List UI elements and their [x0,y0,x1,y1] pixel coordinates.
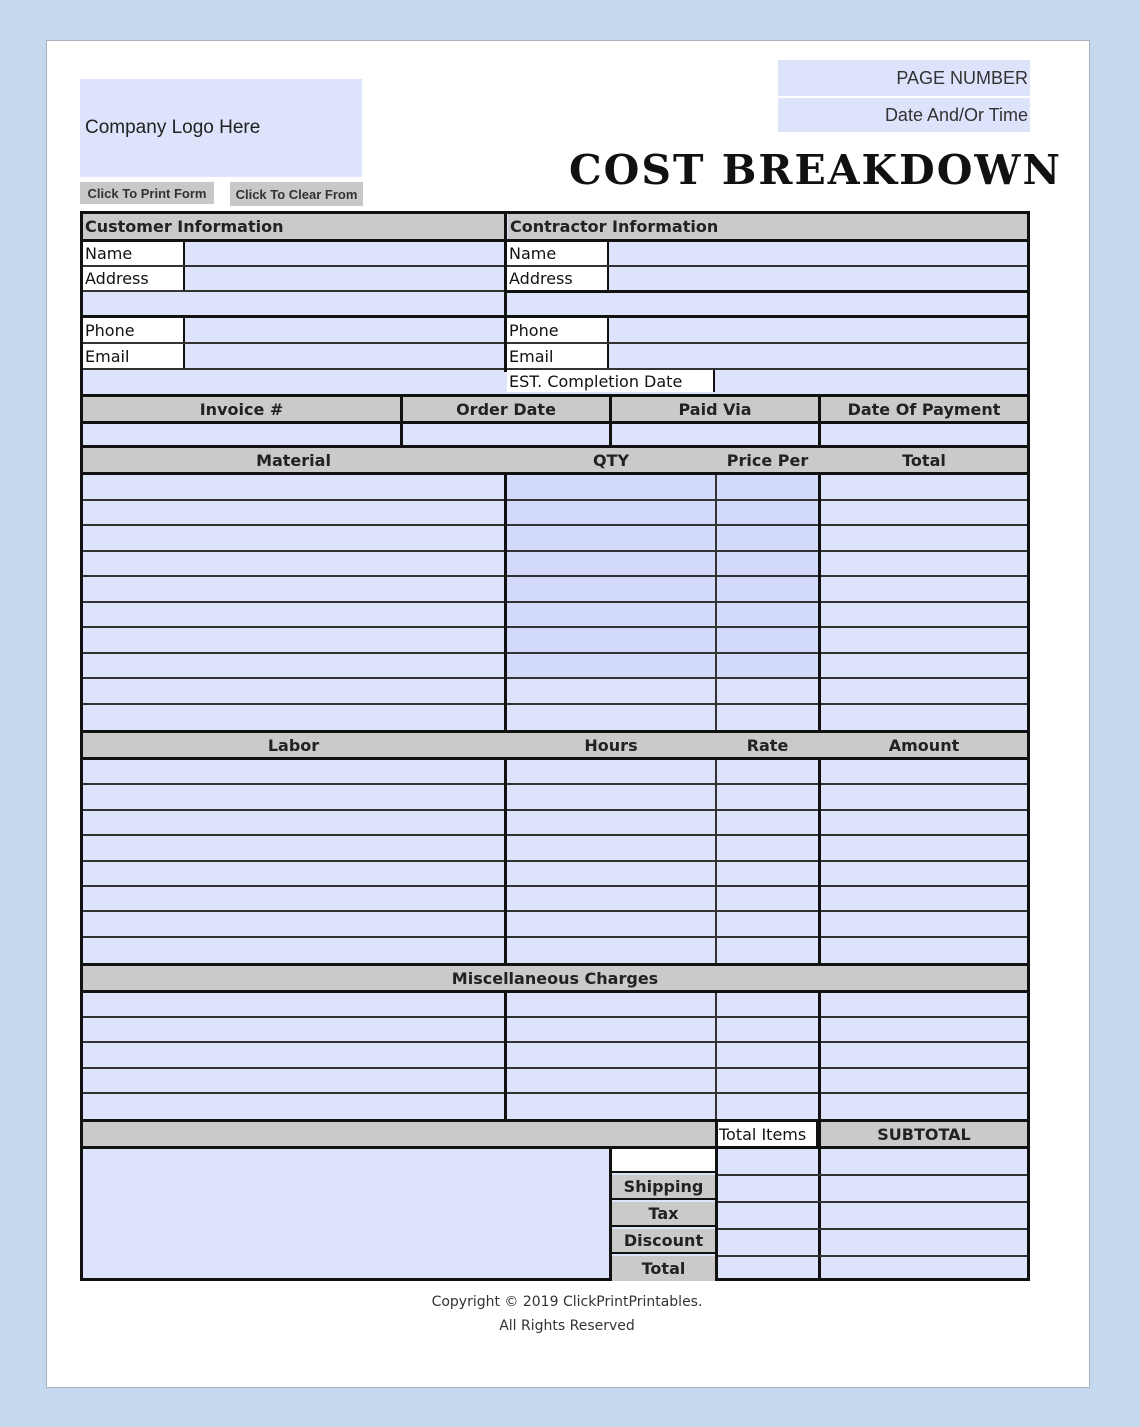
customer-address-field[interactable] [187,267,504,290]
form-title: COST BREAKDOWN [569,146,1062,194]
material-cell[interactable] [821,628,1027,652]
material-cell[interactable] [717,526,818,550]
contractor-name-field[interactable] [611,242,1027,265]
misc-cell[interactable] [83,1069,504,1092]
misc-column-divider [715,993,717,1119]
labor-cell[interactable] [507,862,715,885]
customer-phone-label: Phone [83,318,185,342]
labor-cell[interactable] [83,938,504,961]
material-cell[interactable] [83,552,504,576]
labor-cell[interactable] [507,836,715,859]
invoice-heading: Invoice # [83,397,400,421]
logo-placeholder-text: Company Logo Here [85,117,261,138]
misc-cell[interactable] [507,1069,715,1092]
labor-column-heading: Labor [83,733,504,757]
date-of-payment-field[interactable] [821,424,1027,445]
misc-cell[interactable] [717,993,818,1016]
labor-column-divider [818,760,821,963]
material-cell[interactable] [717,628,818,652]
material-cell[interactable] [83,501,504,525]
labor-cell[interactable] [507,760,715,783]
rights-line: All Rights Reserved [499,1318,635,1334]
invoice-field[interactable] [83,424,400,445]
labor-row [83,887,1027,912]
material-column-heading: Material [83,448,504,472]
contractor-phone-label: Phone [507,318,609,342]
grand-total-label: Total [612,1256,715,1281]
labor-cell[interactable] [83,760,504,783]
labor-cell[interactable] [717,836,818,859]
misc-cell[interactable] [821,1094,1027,1117]
rate-column-heading: Rate [717,733,818,757]
labor-cell[interactable] [717,938,818,961]
material-cell[interactable] [507,552,715,576]
order-date-field[interactable] [403,424,609,445]
shipping-label: Shipping [612,1175,715,1200]
subtotal-label: SUBTOTAL [821,1122,1027,1146]
completion-date-label: EST. Completion Date [507,370,715,392]
total-items-field[interactable] [718,1149,818,1174]
labor-cell[interactable] [83,836,504,859]
labor-cell[interactable] [717,887,818,910]
material-cell[interactable] [821,679,1027,703]
date-time-text: Date And/Or Time [884,104,1028,125]
material-cell[interactable] [821,501,1027,525]
completion-date-field[interactable] [717,370,1027,392]
misc-row [83,993,1027,1018]
labor-cell[interactable] [83,811,504,834]
date-time-field[interactable] [778,98,1030,132]
material-cell[interactable] [83,654,504,678]
discount-label: Discount [612,1229,715,1254]
material-cell[interactable] [717,501,818,525]
company-logo-placeholder[interactable] [80,79,362,177]
material-cell[interactable] [821,552,1027,576]
labor-cell[interactable] [821,887,1027,910]
material-row [83,475,1027,501]
material-cell[interactable] [507,475,715,499]
misc-cell[interactable] [83,1043,504,1066]
material-cell[interactable] [821,603,1027,627]
qty-column-heading: QTY [507,448,715,472]
material-cell[interactable] [507,603,715,627]
material-cell[interactable] [821,577,1027,601]
labor-cell[interactable] [507,912,715,935]
misc-row [83,1069,1027,1094]
labor-cell[interactable] [507,785,715,808]
contractor-name-label: Name [507,242,609,265]
page-number-text: PAGE NUMBER [896,67,1028,88]
material-column-divider [818,475,821,730]
misc-column-divider [818,993,821,1119]
material-row [83,679,1027,705]
customer-name-field[interactable] [187,242,504,265]
misc-cell[interactable] [717,1018,818,1041]
material-row [83,654,1027,680]
shipping-field[interactable] [821,1176,1027,1201]
misc-cell[interactable] [507,1018,715,1041]
labor-column-divider [715,760,717,963]
misc-row [83,1018,1027,1043]
labor-cell[interactable] [507,811,715,834]
material-cell[interactable] [83,628,504,652]
labor-cell[interactable] [717,811,818,834]
tax-field[interactable] [821,1203,1027,1228]
labor-cell[interactable] [821,912,1027,935]
material-cell[interactable] [83,603,504,627]
customer-email-field[interactable] [187,344,504,368]
notes-area[interactable] [83,1149,609,1281]
contractor-email-label: Email [507,344,609,368]
contractor-address-label: Address [507,267,609,290]
material-cell[interactable] [717,577,818,601]
material-cell[interactable] [507,577,715,601]
material-cell[interactable] [83,526,504,550]
material-row [83,526,1027,552]
misc-cell[interactable] [83,993,504,1016]
material-cell[interactable] [717,705,818,729]
misc-charges-heading: Miscellaneous Charges [83,966,1027,990]
clear-form-button[interactable]: Click To Clear From [230,182,363,206]
labor-cell[interactable] [717,862,818,885]
labor-row [83,862,1027,887]
material-cell[interactable] [83,475,504,499]
total-items-label: Total Items [715,1122,818,1146]
misc-cell[interactable] [507,993,715,1016]
material-cell[interactable] [821,475,1027,499]
contractor-phone-field[interactable] [611,318,1027,342]
price-per-column-heading: Price Per [717,448,818,472]
contractor-email-field[interactable] [611,344,1027,368]
material-cell[interactable] [507,628,715,652]
labor-cell[interactable] [507,938,715,961]
labor-row [83,912,1027,937]
order-date-heading: Order Date [403,397,609,421]
customer-name-label: Name [83,242,185,265]
labor-cell[interactable] [717,912,818,935]
misc-cell[interactable] [717,1069,818,1092]
material-cell[interactable] [507,654,715,678]
material-row [83,628,1027,654]
labor-cell[interactable] [821,760,1027,783]
customer-address-line2-field[interactable] [83,292,504,315]
misc-cell[interactable] [821,1069,1027,1092]
customer-phone-field[interactable] [187,318,504,342]
labor-cell[interactable] [821,836,1027,859]
material-cell[interactable] [717,552,818,576]
contractor-info-heading: Contractor Information [508,214,1027,239]
misc-cell[interactable] [83,1094,504,1117]
material-cell[interactable] [507,679,715,703]
labor-cell[interactable] [83,862,504,885]
date-of-payment-heading: Date Of Payment [821,397,1027,421]
form-table [80,211,1030,1281]
material-row [83,705,1027,731]
customer-info-heading: Customer Information [83,214,505,239]
labor-cell[interactable] [83,785,504,808]
material-column-divider [504,475,507,730]
labor-cell[interactable] [821,862,1027,885]
material-row [83,552,1027,578]
labor-cell[interactable] [821,811,1027,834]
customer-email-label: Email [83,344,185,368]
paid-via-heading: Paid Via [612,397,818,421]
material-cell[interactable] [507,526,715,550]
misc-cell[interactable] [717,1094,818,1117]
material-cell[interactable] [507,501,715,525]
customer-extra-field[interactable] [83,370,504,392]
misc-cell[interactable] [507,1094,715,1117]
paid-via-field[interactable] [612,424,818,445]
labor-row [83,760,1027,785]
labor-cell[interactable] [717,760,818,783]
labor-row [83,836,1027,861]
misc-cell[interactable] [821,993,1027,1016]
misc-row [83,1094,1027,1119]
discount-field[interactable] [821,1230,1027,1255]
labor-row [83,811,1027,836]
subtotal-field[interactable] [821,1149,1027,1174]
misc-cell[interactable] [83,1018,504,1041]
material-cell[interactable] [83,679,504,703]
labor-column-divider [504,760,507,963]
material-cell[interactable] [507,705,715,729]
material-total-column-heading: Total [821,448,1027,472]
misc-row [83,1043,1027,1068]
misc-cell[interactable] [821,1043,1027,1066]
material-cell[interactable] [83,705,504,729]
material-cell[interactable] [717,654,818,678]
misc-cell[interactable] [821,1018,1027,1041]
labor-row [83,785,1027,810]
customer-address-label: Address [83,267,185,290]
material-cell[interactable] [717,679,818,703]
misc-cell[interactable] [717,1043,818,1066]
material-cell[interactable] [821,705,1027,729]
page-number-field[interactable] [778,60,1030,96]
misc-column-divider [504,993,507,1119]
form-sheet [46,40,1090,1388]
amount-column-heading: Amount [821,733,1027,757]
labor-cell[interactable] [83,912,504,935]
contractor-address-field[interactable] [611,267,1027,290]
labor-cell[interactable] [821,938,1027,961]
grand-total-field[interactable] [821,1257,1027,1281]
tax-label: Tax [612,1202,715,1227]
contractor-address-line2-field[interactable] [507,293,1027,315]
material-row [83,603,1027,629]
labor-cell[interactable] [83,887,504,910]
copyright-line: Copyright © 2019 ClickPrintPrintables. [431,1294,703,1310]
misc-cell[interactable] [507,1043,715,1066]
material-cell[interactable] [821,654,1027,678]
print-form-button[interactable]: Click To Print Form [80,182,214,204]
material-cell[interactable] [83,577,504,601]
hours-column-heading: Hours [507,733,715,757]
labor-cell[interactable] [717,785,818,808]
labor-cell[interactable] [507,887,715,910]
material-cell[interactable] [717,475,818,499]
total-items-blank-cell [612,1149,715,1173]
labor-cell[interactable] [821,785,1027,808]
material-cell[interactable] [717,603,818,627]
labor-row [83,938,1027,963]
material-column-divider [715,475,717,730]
material-row [83,501,1027,527]
material-row [83,577,1027,603]
material-cell[interactable] [821,526,1027,550]
